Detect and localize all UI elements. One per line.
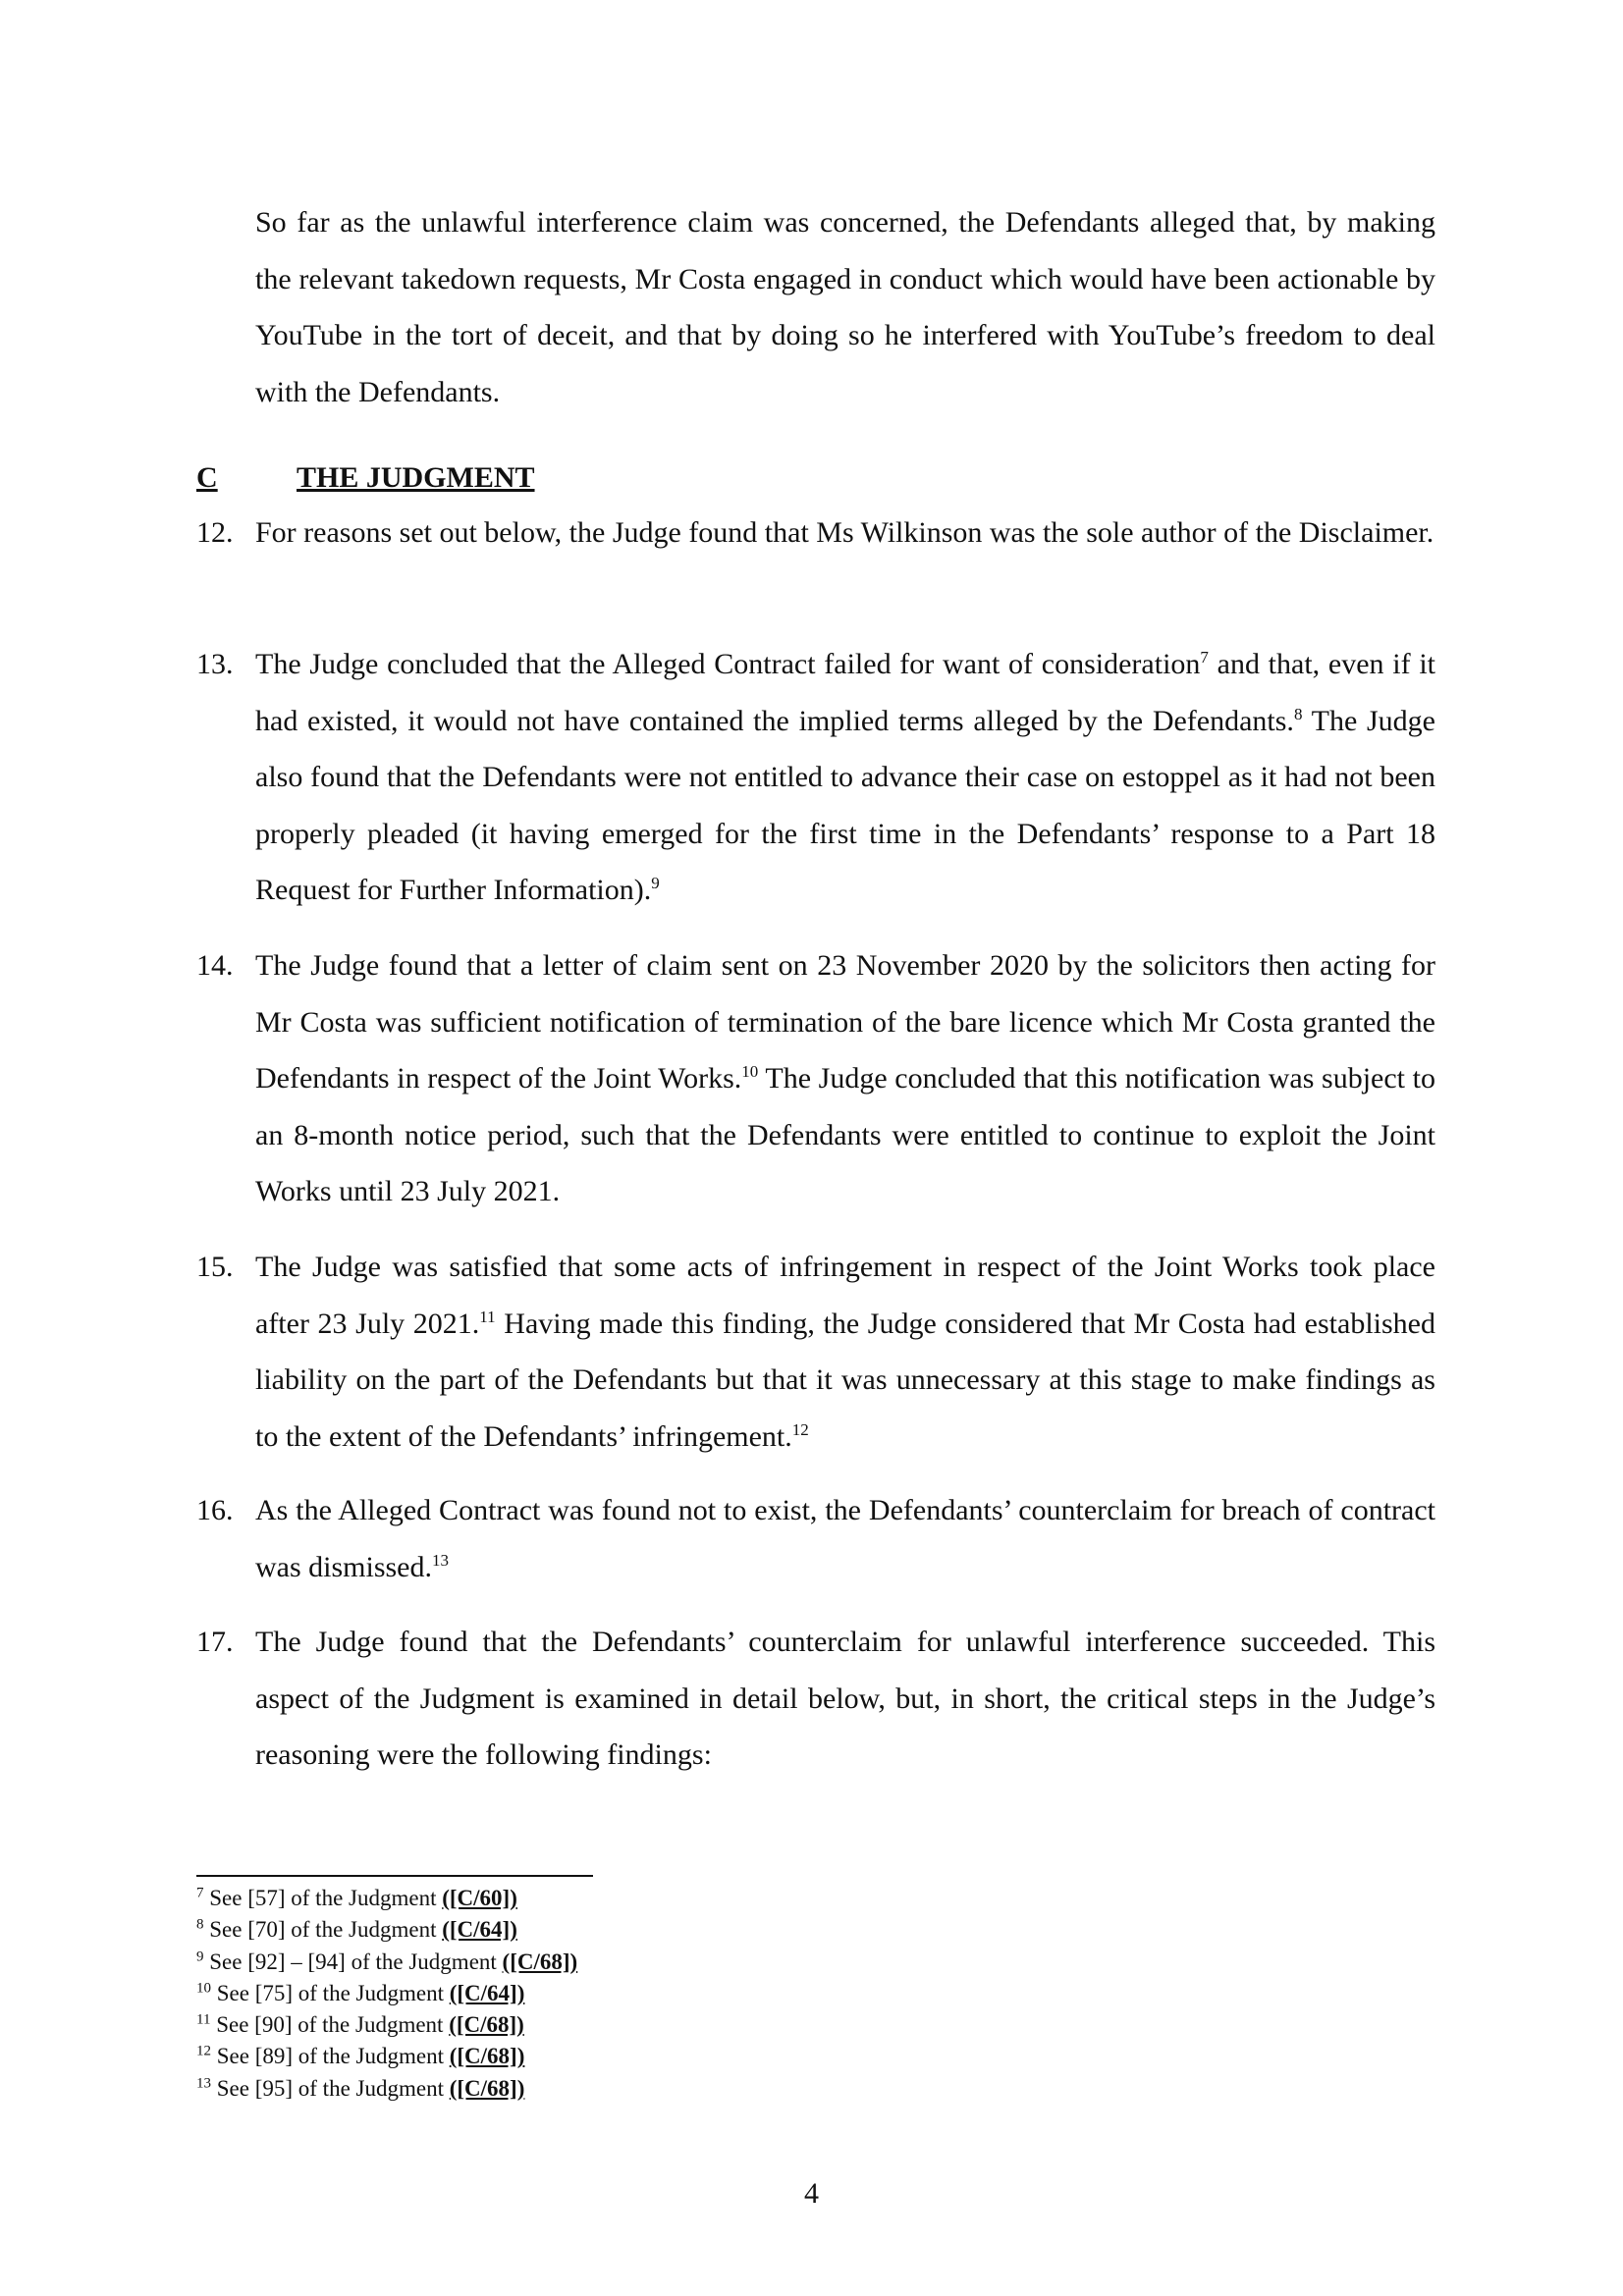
footnote: [196, 2073, 577, 2105]
page-number: 4: [804, 2177, 819, 2210]
paragraph-text-segment: For reasons set out below, the Judge found that Ms Wilkinson was the sole author of the Disclaimer.: [255, 516, 1434, 549]
paragraph-text-segment: The Judge concluded that this notification was subject to an 8-month notice period, such that the Defendants were entitled to continue to exploit the Joint Works until 23 July 2021.: [255, 1062, 1435, 1207]
paragraph-text-segment: Having made this finding, the Judge considered that Mr Costa had established liability on the part of the Defendants but that it was unnecessary at this stage to make findings as to the extent of the Defendants’ infringement.: [255, 1307, 1435, 1453]
paragraph-number: 13.: [196, 648, 234, 680]
paragraph-number: 17.: [196, 1626, 234, 1658]
footnote-text: See [57] of the Judgment: [203, 1886, 443, 1910]
footnote-mark[interactable]: 10: [741, 1062, 759, 1081]
footnote-text: See [70] of the Judgment: [203, 1917, 443, 1943]
section-title: THE JUDGMENT: [297, 461, 535, 494]
bundle-reference-link[interactable]: ([C/68]): [502, 1949, 578, 1974]
footnote-number: 10: [196, 1980, 211, 1997]
paragraph-text: [255, 1482, 1435, 1595]
bundle-reference-link[interactable]: ([C/68]): [449, 2044, 525, 2069]
bundle-reference-link[interactable]: ([C/60]): [442, 1886, 517, 1910]
footnote-text: See [95] of the Judgment: [211, 2075, 450, 2101]
footnote-number: 11: [196, 2011, 211, 2028]
footnote-text: See [75] of the Judgment: [211, 1980, 450, 2005]
paragraph-text: [255, 1614, 1435, 1784]
paragraph-text: [255, 937, 1435, 1220]
footnote: [196, 1978, 577, 2009]
paragraph-number: 12.: [196, 516, 234, 549]
footnote-mark[interactable]: 11: [479, 1307, 496, 1326]
footnote: [196, 2041, 577, 2072]
paragraph-13: [196, 636, 1435, 919]
footnote-number: 13: [196, 2075, 211, 2092]
paragraph-text: [255, 636, 1435, 919]
paragraph-12: [196, 505, 1435, 561]
footnote-mark[interactable]: 8: [1293, 704, 1303, 723]
footnote: [196, 1947, 577, 1978]
footnote: [196, 2009, 577, 2041]
paragraph-text-segment: The Judge concluded that the Alleged Contract failed for want of consideration: [255, 648, 1201, 680]
bundle-reference-link[interactable]: ([C/68]): [449, 2012, 524, 2038]
paragraph-text-segment: The Judge also found that the Defendants were not entitled to advance their case on estoppel as it had not been properly pleaded (it having emerged for the first time in the Defendants’ response to a Part 18 Request for Further Information).: [255, 704, 1435, 906]
footnote: [196, 1883, 577, 1914]
footnote-text: See [89] of the Judgment: [211, 2044, 450, 2069]
bundle-reference-link[interactable]: ([C/64]): [442, 1917, 517, 1943]
section-heading: [196, 450, 535, 506]
paragraph-text-segment: The Judge was satisfied that some acts of infringement in respect of the Joint Works took place after 23 July 2021.: [255, 1251, 1435, 1340]
paragraph-15: [196, 1239, 1435, 1465]
footnote-mark[interactable]: 9: [651, 874, 660, 892]
footnote-number: 12: [196, 2043, 211, 2059]
paragraph-text-segment: The Judge found that the Defendants’ counterclaim for unlawful interference succeeded. This aspect of the Judgment is examined in detail below, but, in short, the critical steps in the Judge’s reasoning were the following findings:: [255, 1626, 1435, 1771]
footnote-separator: [196, 1875, 593, 1877]
paragraph-text: [255, 505, 1435, 561]
footnote-mark[interactable]: 12: [791, 1419, 809, 1439]
footnote-mark[interactable]: 7: [1200, 648, 1209, 667]
bundle-reference-link[interactable]: ([C/68]): [449, 2075, 525, 2101]
footnote-mark[interactable]: 13: [432, 1550, 449, 1570]
bundle-reference-link[interactable]: ([C/64]): [449, 1980, 525, 2005]
paragraph-text-segment: As the Alleged Contract was found not to exist, the Defendants’ counterclaim for breach of contract was dismissed.: [255, 1494, 1435, 1583]
paragraph-text-segment: The Judge found that a letter of claim sent on 23 November 2020 by the solicitors then acting for Mr Costa was sufficient notification of termination of the bare licence which Mr Costa granted the Defendants in respect of the Joint Works.: [255, 949, 1435, 1095]
paragraph-text-segment: and that, even if it had existed, it would not have contained the implied terms alleged by the Defendants.: [255, 648, 1435, 737]
paragraph-text: [255, 1239, 1435, 1465]
paragraph-number: 15.: [196, 1251, 234, 1283]
footnote-number: 8: [196, 1916, 204, 1933]
paragraph-number: 16.: [196, 1494, 234, 1526]
footnote-text: See [90] of the Judgment: [210, 2012, 450, 2038]
footnote-text: See [92] – [94] of the Judgment: [203, 1949, 503, 1974]
paragraph-number: 14.: [196, 949, 234, 982]
footnote-number: 7: [196, 1885, 204, 1901]
section-letter: C: [196, 461, 218, 494]
footnote: [196, 1914, 577, 1946]
footnotes: [196, 1883, 577, 2105]
paragraph-14: [196, 937, 1435, 1220]
intro-paragraph: So far as the unlawful interference claim was concerned, the Defendants alleged that, by making the relevant takedown requests, Mr Costa engaged in conduct which would have been actionable by YouTube in the tort of deceit, and that by doing so he interfered with YouTube’s freedom to deal with the Defendants.: [255, 206, 1435, 408]
paragraph-17: [196, 1614, 1435, 1784]
footnote-number: 9: [196, 1948, 204, 1964]
paragraph-16: [196, 1482, 1435, 1595]
